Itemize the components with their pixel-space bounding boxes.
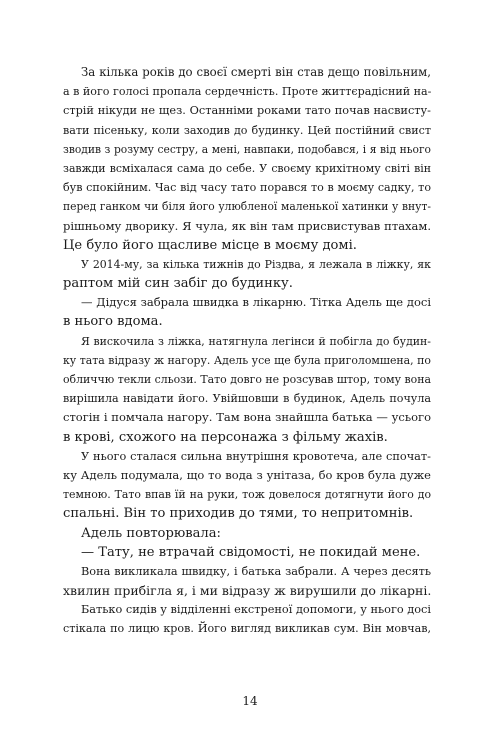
text-line: стогін і помчала нагору. Там вона знайшла батька — усього — [63, 410, 431, 425]
text-line: в крові, схожого на персонажа з фільму жахів. — [63, 429, 388, 445]
text-line: обличчю текли сльози. Тато довго не розсував штор, тому вона — [63, 373, 431, 386]
text-line: Батько сидів у відділенні екстреної допомоги, у нього досі — [81, 603, 431, 617]
text-line: спальні. Він то приходив до тями, то непритомнів. — [63, 506, 414, 522]
text-line: ку Адель подумала, що то вода з унітаза, бо кров була дуже — [63, 467, 431, 482]
text-line: рішньому дворику. Я чула, як він там присвистував птахам. — [63, 218, 431, 233]
text-line: зводив з розуму сестру, а мені, навпаки, подобався, і я від нього — [63, 142, 431, 156]
text-line: — Тату, не втрачай свідомості, не покидай мене. — [81, 544, 421, 560]
text-line: Це було його щасливе місце в моєму домі. — [63, 237, 357, 253]
text-line: ку тата відразу ж нагору. Адель усе ще була приголомшена, по — [63, 353, 431, 367]
text-line: раптом мій син забіг до будинку. — [63, 276, 293, 292]
text-line: вати пісеньку, коли заходив до будинку. Цей постійний свист — [63, 123, 431, 137]
text-line: був спокійним. Час від часу тато порався то в моєму садку, то — [63, 181, 431, 195]
text-line: У 2014-му, за кілька тижнів до Різдва, я лежала в ліжку, як — [81, 257, 431, 271]
text-line: стікала по лицю кров. Його вигляд викликав сум. Він мовчав, — [63, 622, 431, 636]
text-line: в нього вдома. — [63, 314, 163, 330]
text-line: Я вискочила з ліжка, натягнула легінси й побігла до будин- — [81, 334, 431, 348]
text-line: У нього сталася сильна внутрішня кровотеча, але спочат- — [81, 449, 431, 463]
text-line: перед ганком чи біля його улюбленої маленької хатинки у внут- — [63, 200, 431, 214]
text-line: Вона викликала швидку, і батька забрали. А через десять — [81, 564, 431, 578]
page-number: 14 — [242, 694, 258, 708]
body-text — [63, 63, 431, 639]
text-line: — Дідуся забрала швидка в лікарню. Тітка Адель ще досі — [81, 295, 431, 310]
text-line: хвилин прибігла я, і ми відразу ж вирушили до лікарні. — [63, 583, 432, 599]
text-line: темною. Тато впав їй на руки, тож довелося дотягнути його до — [63, 488, 431, 502]
text-line: За кілька років до своєї смерті він став дещо повільним, — [81, 65, 431, 79]
text-line: стрій нікуди не щез. Останніми роками тато почав насвисту- — [63, 104, 431, 118]
text-line: Адель повторювала: — [81, 525, 221, 541]
text-line: вирішила навідати його. Увійшовши в будинок, Адель почула — [63, 392, 431, 406]
text-line: завжди всміхалася сама до себе. У своєму крихітному світі він — [63, 161, 431, 175]
text-line: а в його голосі пропала сердечність. Проте життєрадісний на- — [63, 85, 432, 99]
